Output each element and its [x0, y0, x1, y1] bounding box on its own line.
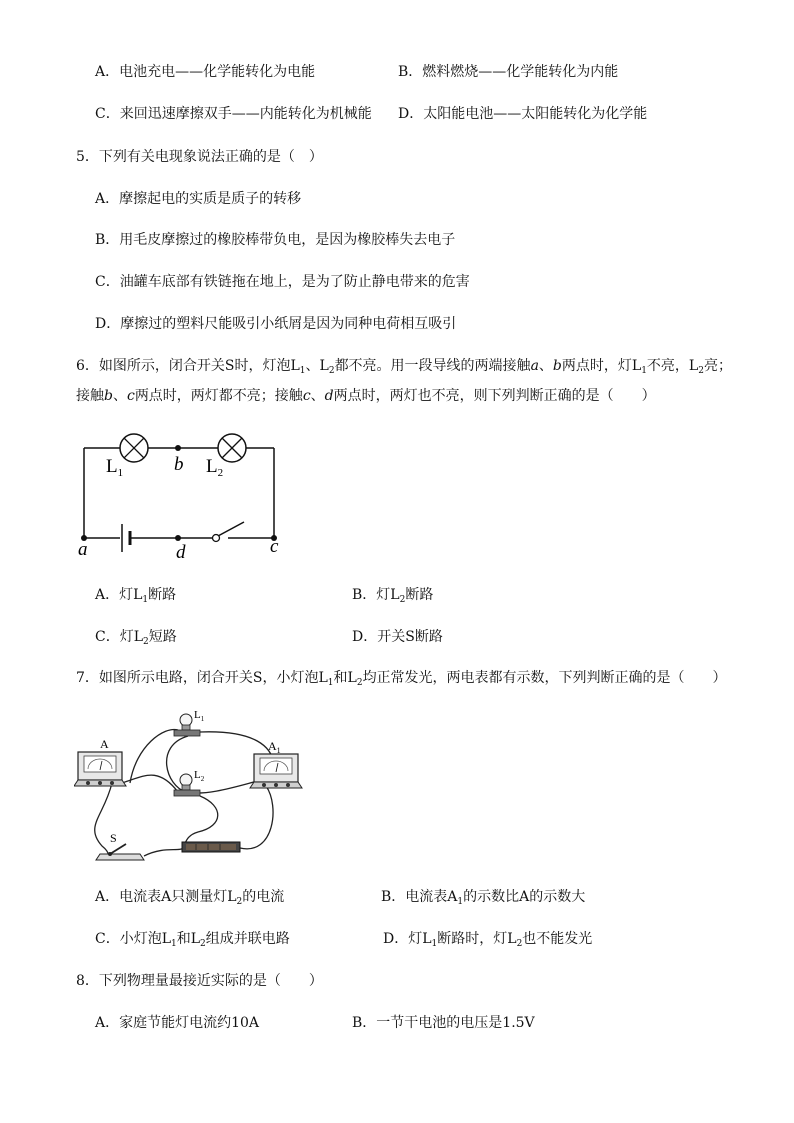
q4-option-b: B．燃料燃烧——化学能转化为内能 [398, 64, 619, 80]
q5-option-b: B．用毛皮摩擦过的橡胶棒带负电，是因为橡胶棒失去电子 [95, 232, 456, 248]
ammeter-a1 [250, 754, 302, 788]
q8-option-a: A．家庭节能灯电流约10A [95, 1015, 260, 1031]
q4-option-d: D．太阳能电池——太阳能转化为化学能 [398, 106, 648, 122]
switch-s-label: S [110, 831, 117, 845]
label-l1: $L_1$ [106, 456, 124, 479]
q7-option-b: B．电流表$A_1$的示数比A的示数大 [381, 889, 586, 907]
lamp-l1-symbol [120, 434, 148, 462]
bulb-l1-label: $L_1$ [194, 709, 205, 723]
q7-stem: 7．如图所示电路，闭合开关S，小灯泡$L_1$和$L_2$均正常发光，两电表都有示数，下列判断正确的是（ ） [76, 670, 727, 688]
node-d [175, 535, 181, 541]
q5-option-a: A．摩擦起电的实质是质子的转移 [95, 191, 302, 207]
q7-circuit-illustration [74, 706, 314, 866]
q4-option-a: A．电池充电——化学能转化为电能 [95, 64, 316, 80]
battery-pack [182, 842, 240, 852]
label-c: c [270, 536, 279, 557]
switch-pivot [213, 535, 220, 542]
q6-option-b: B．灯$L_2$断路 [352, 587, 434, 605]
q6-circuit-diagram [72, 428, 292, 563]
label-a: a [78, 539, 88, 560]
q7-option-d: D．灯$L_1$断路时，灯$L_2$也不能发光 [383, 931, 593, 949]
lamp-l2-symbol [218, 434, 246, 462]
q8-option-b: B．一节干电池的电压是1.5V [352, 1015, 535, 1031]
battery-symbol [122, 524, 130, 552]
q6-option-c: C．灯$L_2$短路 [95, 629, 177, 647]
label-d: d [176, 542, 186, 563]
q6-stem-line2: 接触b、c两点时，两灯都不亮；接触c、d两点时，两灯也不亮，则下列判断正确的是（ ） [76, 388, 656, 404]
label-b: b [174, 454, 184, 475]
ammeter-a [74, 752, 126, 786]
q5-stem: 5．下列有关电现象说法正确的是（ ） [76, 149, 323, 165]
ammeter-a-label: A [100, 737, 109, 751]
q6-option-d: D．开关S断路 [352, 629, 443, 645]
q5-option-c: C．油罐车底部有铁链拖在地上，是为了防止静电带来的危害 [95, 274, 470, 290]
ammeter-a1-label: $A_1$ [268, 739, 281, 755]
q7-option-a: A．电流表A只测量灯$L_2$的电流 [95, 889, 285, 907]
q7-option-c: C．小灯泡$L_1$和$L_2$组成并联电路 [95, 931, 290, 949]
label-l2: $L_2$ [206, 456, 224, 479]
bulb-l2-label: $L_2$ [194, 769, 205, 783]
q6-option-a: A．灯$L_1$断路 [95, 587, 177, 605]
q6-stem-line1: 6．如图所示，闭合开关S时，灯泡$L_1$、$L_2$都不亮。用一段导线的两端接触a、b两点时，灯$L_1$不亮，$L_2$亮； [76, 358, 732, 376]
q8-stem: 8．下列物理量最接近实际的是（ ） [76, 973, 323, 989]
q5-option-d: D．摩擦过的塑料尺能吸引小纸屑是因为同种电荷相互吸引 [95, 316, 457, 332]
node-b [175, 445, 181, 451]
q4-option-c: C．来回迅速摩擦双手——内能转化为机械能 [95, 106, 372, 122]
